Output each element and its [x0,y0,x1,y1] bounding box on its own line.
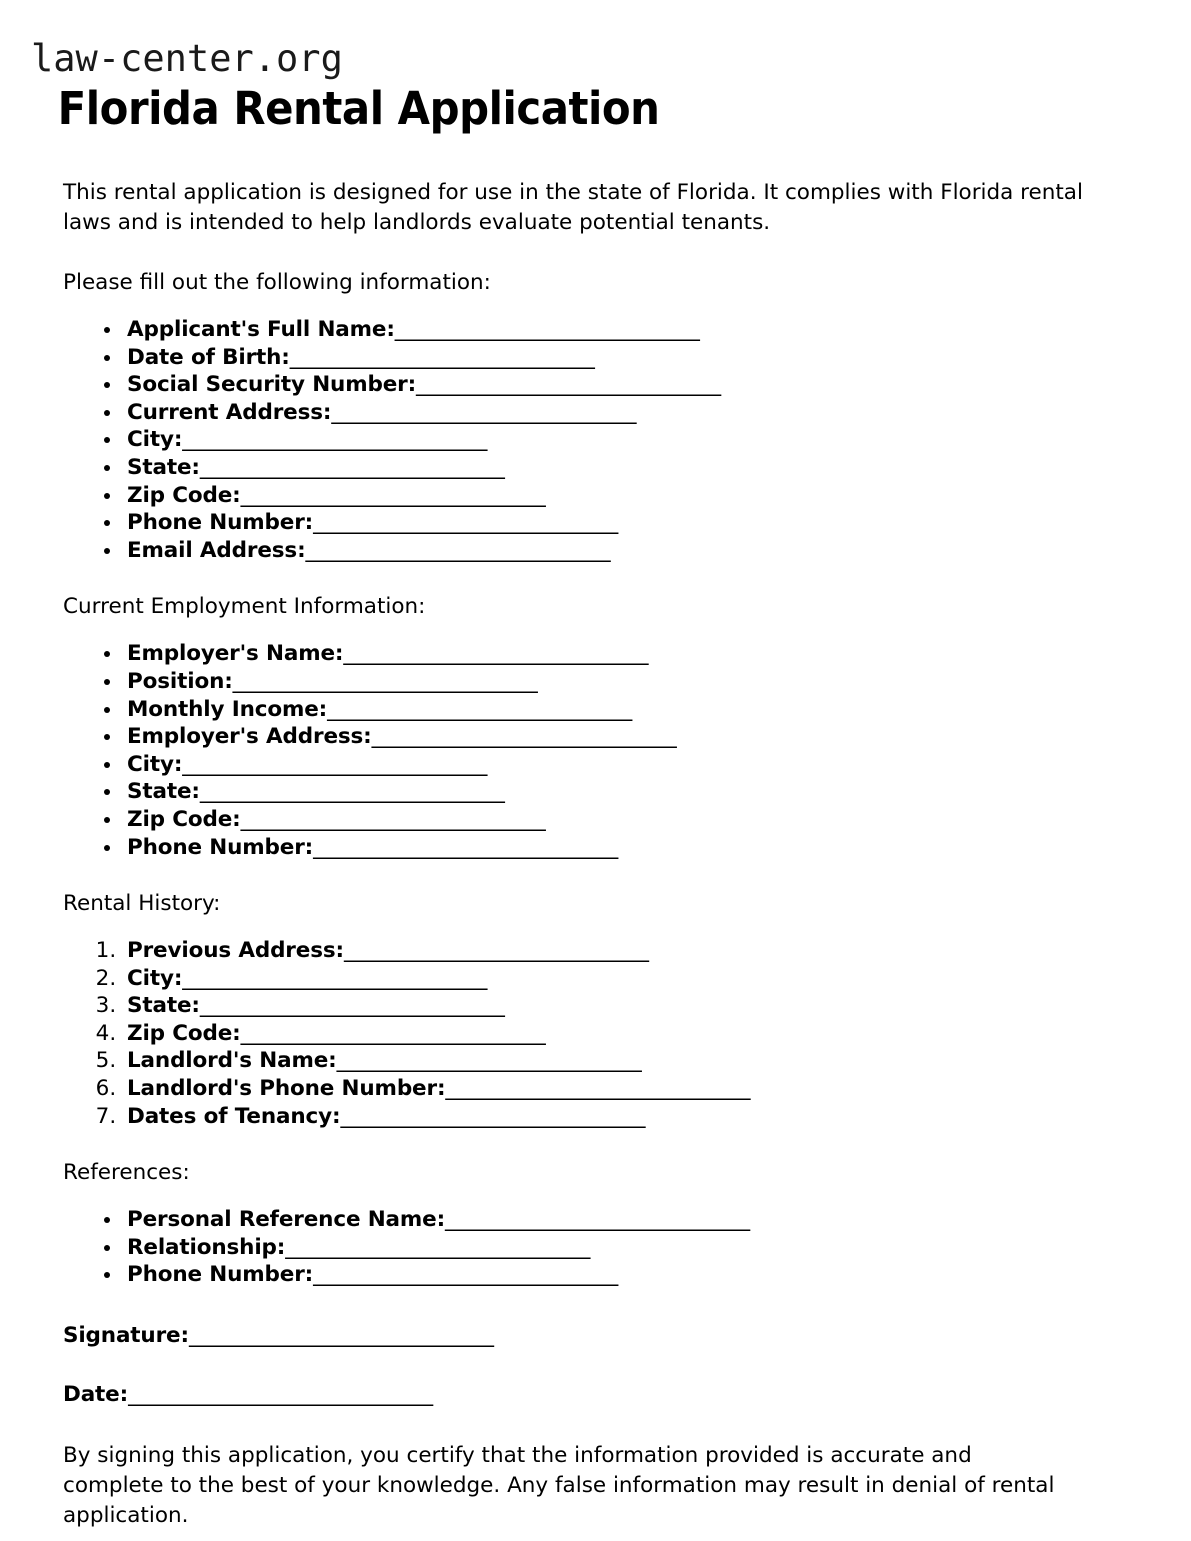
references-section-heading: References: [63,1160,190,1186]
references-list [63,1206,1191,1289]
field-label: City: [127,965,183,991]
field-label: Landlord's Name: [127,1048,337,1074]
field-label: Email Address: [127,537,306,563]
field-label: Phone Number: [127,834,314,860]
list-item [123,696,1191,724]
field-label: Employer's Address: [127,724,372,750]
intro-paragraph: This rental application is designed for use in the state of Florida. It complies with Florida rental laws and is intended to help landlords evaluate potential tenants. [63,180,1083,235]
field-label: Zip Code: [127,806,241,832]
field-label: Landlord's Phone Number: [127,1076,446,1102]
list-item [123,751,1191,779]
field-label: Social Security Number: [127,372,417,398]
list-item [123,1234,1191,1262]
fill-out-prompt: Please fill out the following information: [63,270,491,295]
field-label: State: [127,993,200,1019]
rental-history-list [63,937,1191,1130]
field-label: Personal Reference Name: [127,1207,446,1233]
blank-line[interactable]: ______________________________ [285,1234,590,1260]
field-label: City: [127,751,183,777]
field-label: Phone Number: [127,510,314,536]
blank-line[interactable]: ______________________________ [371,724,677,750]
list-item [123,1103,1191,1131]
blank-line[interactable]: ______________________________ [327,696,632,722]
blank-line[interactable]: ______________________________ [289,344,595,370]
list-item [123,1020,1191,1048]
list-item [123,1206,1191,1234]
field-label: Employer's Name: [127,641,344,667]
blank-line[interactable]: ______________________________ [240,482,546,508]
list-item [123,806,1191,834]
field-label: Date of Birth: [127,344,290,370]
employment-info-list [63,640,1191,861]
blank-line[interactable]: ______________________________ [394,317,700,342]
blank-line[interactable]: ______________________________ [240,806,546,832]
date-field [63,1381,1191,1409]
list-item [123,723,1191,751]
field-label: Monthly Income: [127,696,328,722]
list-item [123,1075,1191,1103]
blank-line[interactable]: ______________________________ [313,510,618,536]
signature-field [63,1322,1191,1350]
blank-line[interactable]: ______________________________ [188,1323,494,1349]
blank-line[interactable]: ______________________________ [336,1048,642,1074]
blank-line[interactable]: ______________________________ [199,454,505,480]
applicant-info-list [63,316,1191,564]
blank-line[interactable]: ______________________________ [313,834,618,860]
list-item [123,482,1191,510]
field-label: Phone Number: [127,1262,314,1288]
date-label: Date: [63,1382,129,1408]
signature-label: Signature: [63,1323,189,1349]
field-label: City: [127,427,183,453]
blank-line[interactable]: ______________________________ [240,1020,546,1046]
blank-line[interactable]: ______________________________ [232,668,538,694]
blank-line[interactable]: ______________________________ [445,1207,750,1233]
field-label: Zip Code: [127,482,241,508]
blank-line[interactable]: ______________________________ [445,1076,750,1102]
blank-line[interactable]: ______________________________ [343,641,648,667]
document-header [0,0,1191,135]
rental-history-section-heading: Rental History: [63,891,221,917]
certification-paragraph: By signing this application, you certify that the information provided is accurate and complete to the best of your knowledge. Any false information may result in denial of rental application. [63,1443,1055,1529]
list-item [123,1047,1191,1075]
document-body [0,178,1191,1531]
list-item [123,992,1191,1020]
field-label: Previous Address: [127,938,344,964]
field-label: Dates of Tenancy: [127,1103,341,1129]
blank-line[interactable]: ______________________________ [128,1382,433,1408]
blank-line[interactable]: ______________________________ [182,965,487,991]
field-label: Applicant's Full Name: [127,317,395,342]
field-label: Position: [127,668,233,694]
blank-line[interactable]: ______________________________ [182,751,487,777]
field-label: Current Address: [127,399,332,425]
list-item [123,778,1191,806]
field-label: Zip Code: [127,1020,241,1046]
blank-line[interactable]: ______________________________ [416,372,721,398]
list-item [123,834,1191,862]
list-item [123,316,1191,344]
list-item [123,965,1191,993]
list-item [123,937,1191,965]
blank-line[interactable]: ______________________________ [343,938,649,964]
field-label: State: [127,779,200,805]
field-label: State: [127,454,200,480]
page-title: Florida Rental Application [57,82,660,135]
list-item [123,344,1191,372]
list-item [123,1261,1191,1289]
list-item [123,668,1191,696]
blank-line[interactable]: ______________________________ [199,993,505,1019]
list-item [123,537,1191,565]
employment-section-heading: Current Employment Information: [63,594,426,620]
blank-line[interactable]: ______________________________ [199,779,505,805]
list-item [123,399,1191,427]
list-item [123,509,1191,537]
site-name: law-center.org [31,37,343,80]
blank-line[interactable]: ______________________________ [313,1262,618,1288]
field-label: Relationship: [127,1234,286,1260]
list-item [123,426,1191,454]
list-item [123,371,1191,399]
blank-line[interactable]: ______________________________ [182,427,487,453]
blank-line[interactable]: ______________________________ [331,399,636,425]
list-item [123,454,1191,482]
list-item [123,640,1191,668]
blank-line[interactable]: ______________________________ [305,537,611,563]
blank-line[interactable]: ______________________________ [340,1103,645,1129]
